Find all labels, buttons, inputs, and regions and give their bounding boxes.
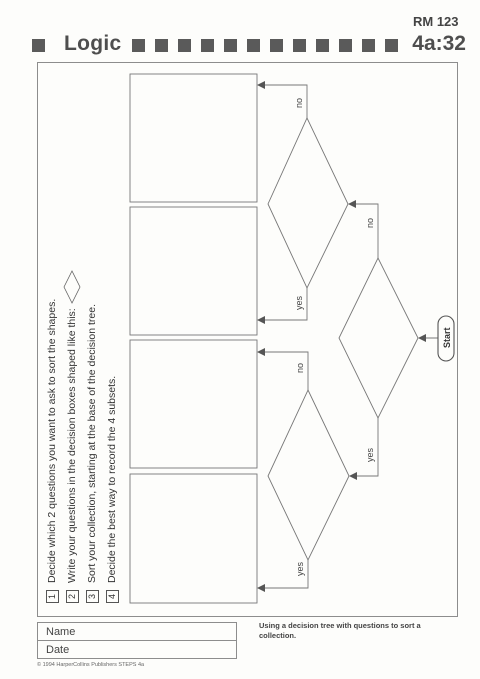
copyright-notice: © 1994 HarperCollins Publishers STEPS 4a [37, 662, 145, 668]
instruction-item [83, 223, 101, 603]
name-date-box [37, 622, 237, 659]
sheet-code: 4a:32 [412, 32, 466, 55]
instruction-text: Write your questions in the decision boxes shaped like this: [66, 308, 78, 583]
subset-box[interactable] [130, 74, 257, 202]
decision-box[interactable] [268, 118, 348, 288]
no-label: no [294, 97, 304, 108]
step-number: 3 [86, 590, 99, 603]
start-label: Start [442, 327, 452, 348]
yes-label: yes [365, 447, 375, 462]
sheet-caption: Using a decision tree with questions to sort a collection. [259, 621, 421, 640]
instruction-text: Sort your collection, starting at the base of the decision tree. [86, 304, 98, 583]
no-label: no [295, 362, 305, 373]
decision-box[interactable] [268, 390, 349, 560]
step-number: 4 [106, 590, 119, 603]
instruction-text: Decide the best way to record the 4 subsets. [106, 375, 118, 583]
resource-code: RM 123 [413, 14, 459, 29]
step-number: 1 [46, 590, 59, 603]
no-label: no [365, 217, 375, 228]
page-title: Logic [64, 32, 122, 55]
instruction-item [103, 223, 121, 603]
step-number: 2 [66, 590, 79, 603]
no-branch-line [349, 204, 378, 258]
yes-label: yes [295, 561, 305, 576]
instruction-list [43, 223, 123, 603]
yes-branch-line [350, 418, 378, 476]
subset-box[interactable] [130, 207, 257, 335]
instruction-text: Decide which 2 questions you want to ask to sort the shapes. [46, 298, 58, 583]
date-field[interactable]: Date [46, 644, 70, 656]
instruction-item [63, 223, 81, 603]
yes-label: yes [294, 295, 304, 310]
decision-box[interactable] [339, 258, 418, 418]
subset-box[interactable] [130, 474, 257, 603]
instruction-item [43, 223, 61, 603]
diamond-shape-icon [63, 269, 81, 305]
name-field[interactable]: Name [38, 623, 236, 641]
subset-box[interactable] [130, 340, 257, 468]
